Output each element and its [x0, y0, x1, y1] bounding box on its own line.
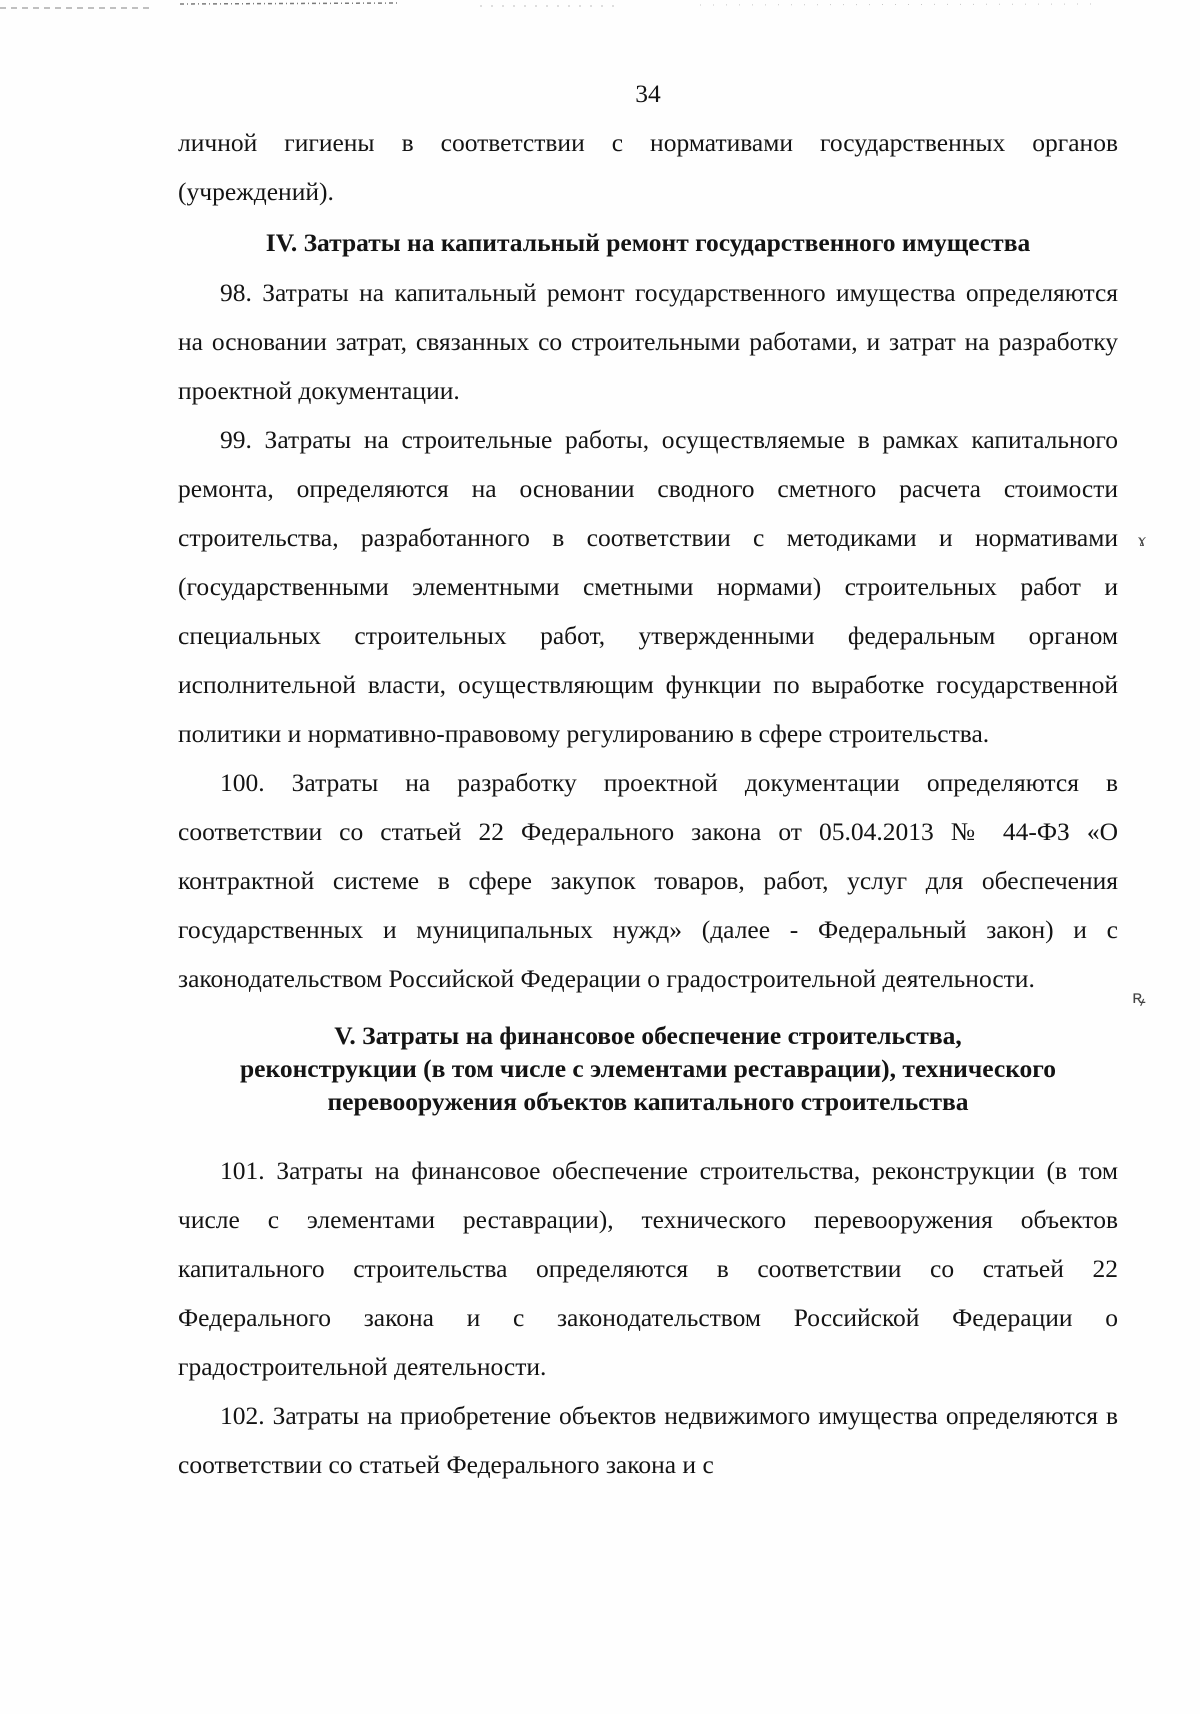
section-heading-line: перевооружения объектов капитального строительства: [327, 1087, 969, 1116]
scan-edge-artifact: [0, 0, 1200, 14]
continued-paragraph: личной гигиены в соответствии с нормативами государственных органов (учреждений).: [178, 128, 1118, 206]
numbered-paragraph: 100. Затраты на разработку проектной документации определяются в соответствии со статьей 22 Федерального закона от 05.04.2013 № 44-ФЗ «О контрактной системе в сфере закупок товаров, работ, услуг для обеспечения государственных и муниципальных нужд» (далее - Федеральный закон) и с законодательством Российской Федерации о градостроительной деятельности.: [178, 768, 1118, 993]
numbered-paragraph: 101. Затраты на финансовое обеспечение строительства, реконструкции (в том числе с элементами реставрации), технического перевооружения объектов капитального строительства определяются в соответствии со статьей 22 Федерального закона и с законодательством Российской Федерации о градостроительной деятельности.: [178, 1156, 1118, 1381]
numbered-paragraph: 99. Затраты на строительные работы, осуществляемые в рамках капитального ремонта, определяются на основании сводного сметного расчета стоимости строительства, разработанного в соответствии с методиками и нормативами (государственными элементными сметными нормами) строительных работ и специальных строительных работ, утвержденными федеральным органом исполнительной власти, осуществляющим функции по выработке государственной политики и нормативно-правовому регулированию в сфере строительства.: [178, 425, 1118, 748]
numbered-paragraph: 98. Затраты на капитальный ремонт государственного имущества определяются на основании затрат, связанных со строительными работами, и затрат на разработку проектной документации.: [178, 278, 1118, 405]
section-heading: [178, 1019, 1118, 1118]
section-heading: IV. Затраты на капитальный ремонт государственного имущества: [265, 228, 1031, 257]
scan-mark: ꝶ: [1132, 987, 1146, 1007]
numbered-paragraph: 102. Затраты на приобретение объектов недвижимого имущества определяются в соответствии со статьей Федерального закона и с: [178, 1401, 1118, 1479]
section-heading-line: реконструкции (в том числе с элементами реставрации), технического: [239, 1054, 1057, 1083]
document-body: [178, 70, 1118, 1489]
scan-mark: ɤ: [1138, 530, 1146, 550]
page-number: 34: [635, 79, 661, 108]
section-heading-line: V. Затраты на финансовое обеспечение строительства,: [334, 1021, 962, 1050]
